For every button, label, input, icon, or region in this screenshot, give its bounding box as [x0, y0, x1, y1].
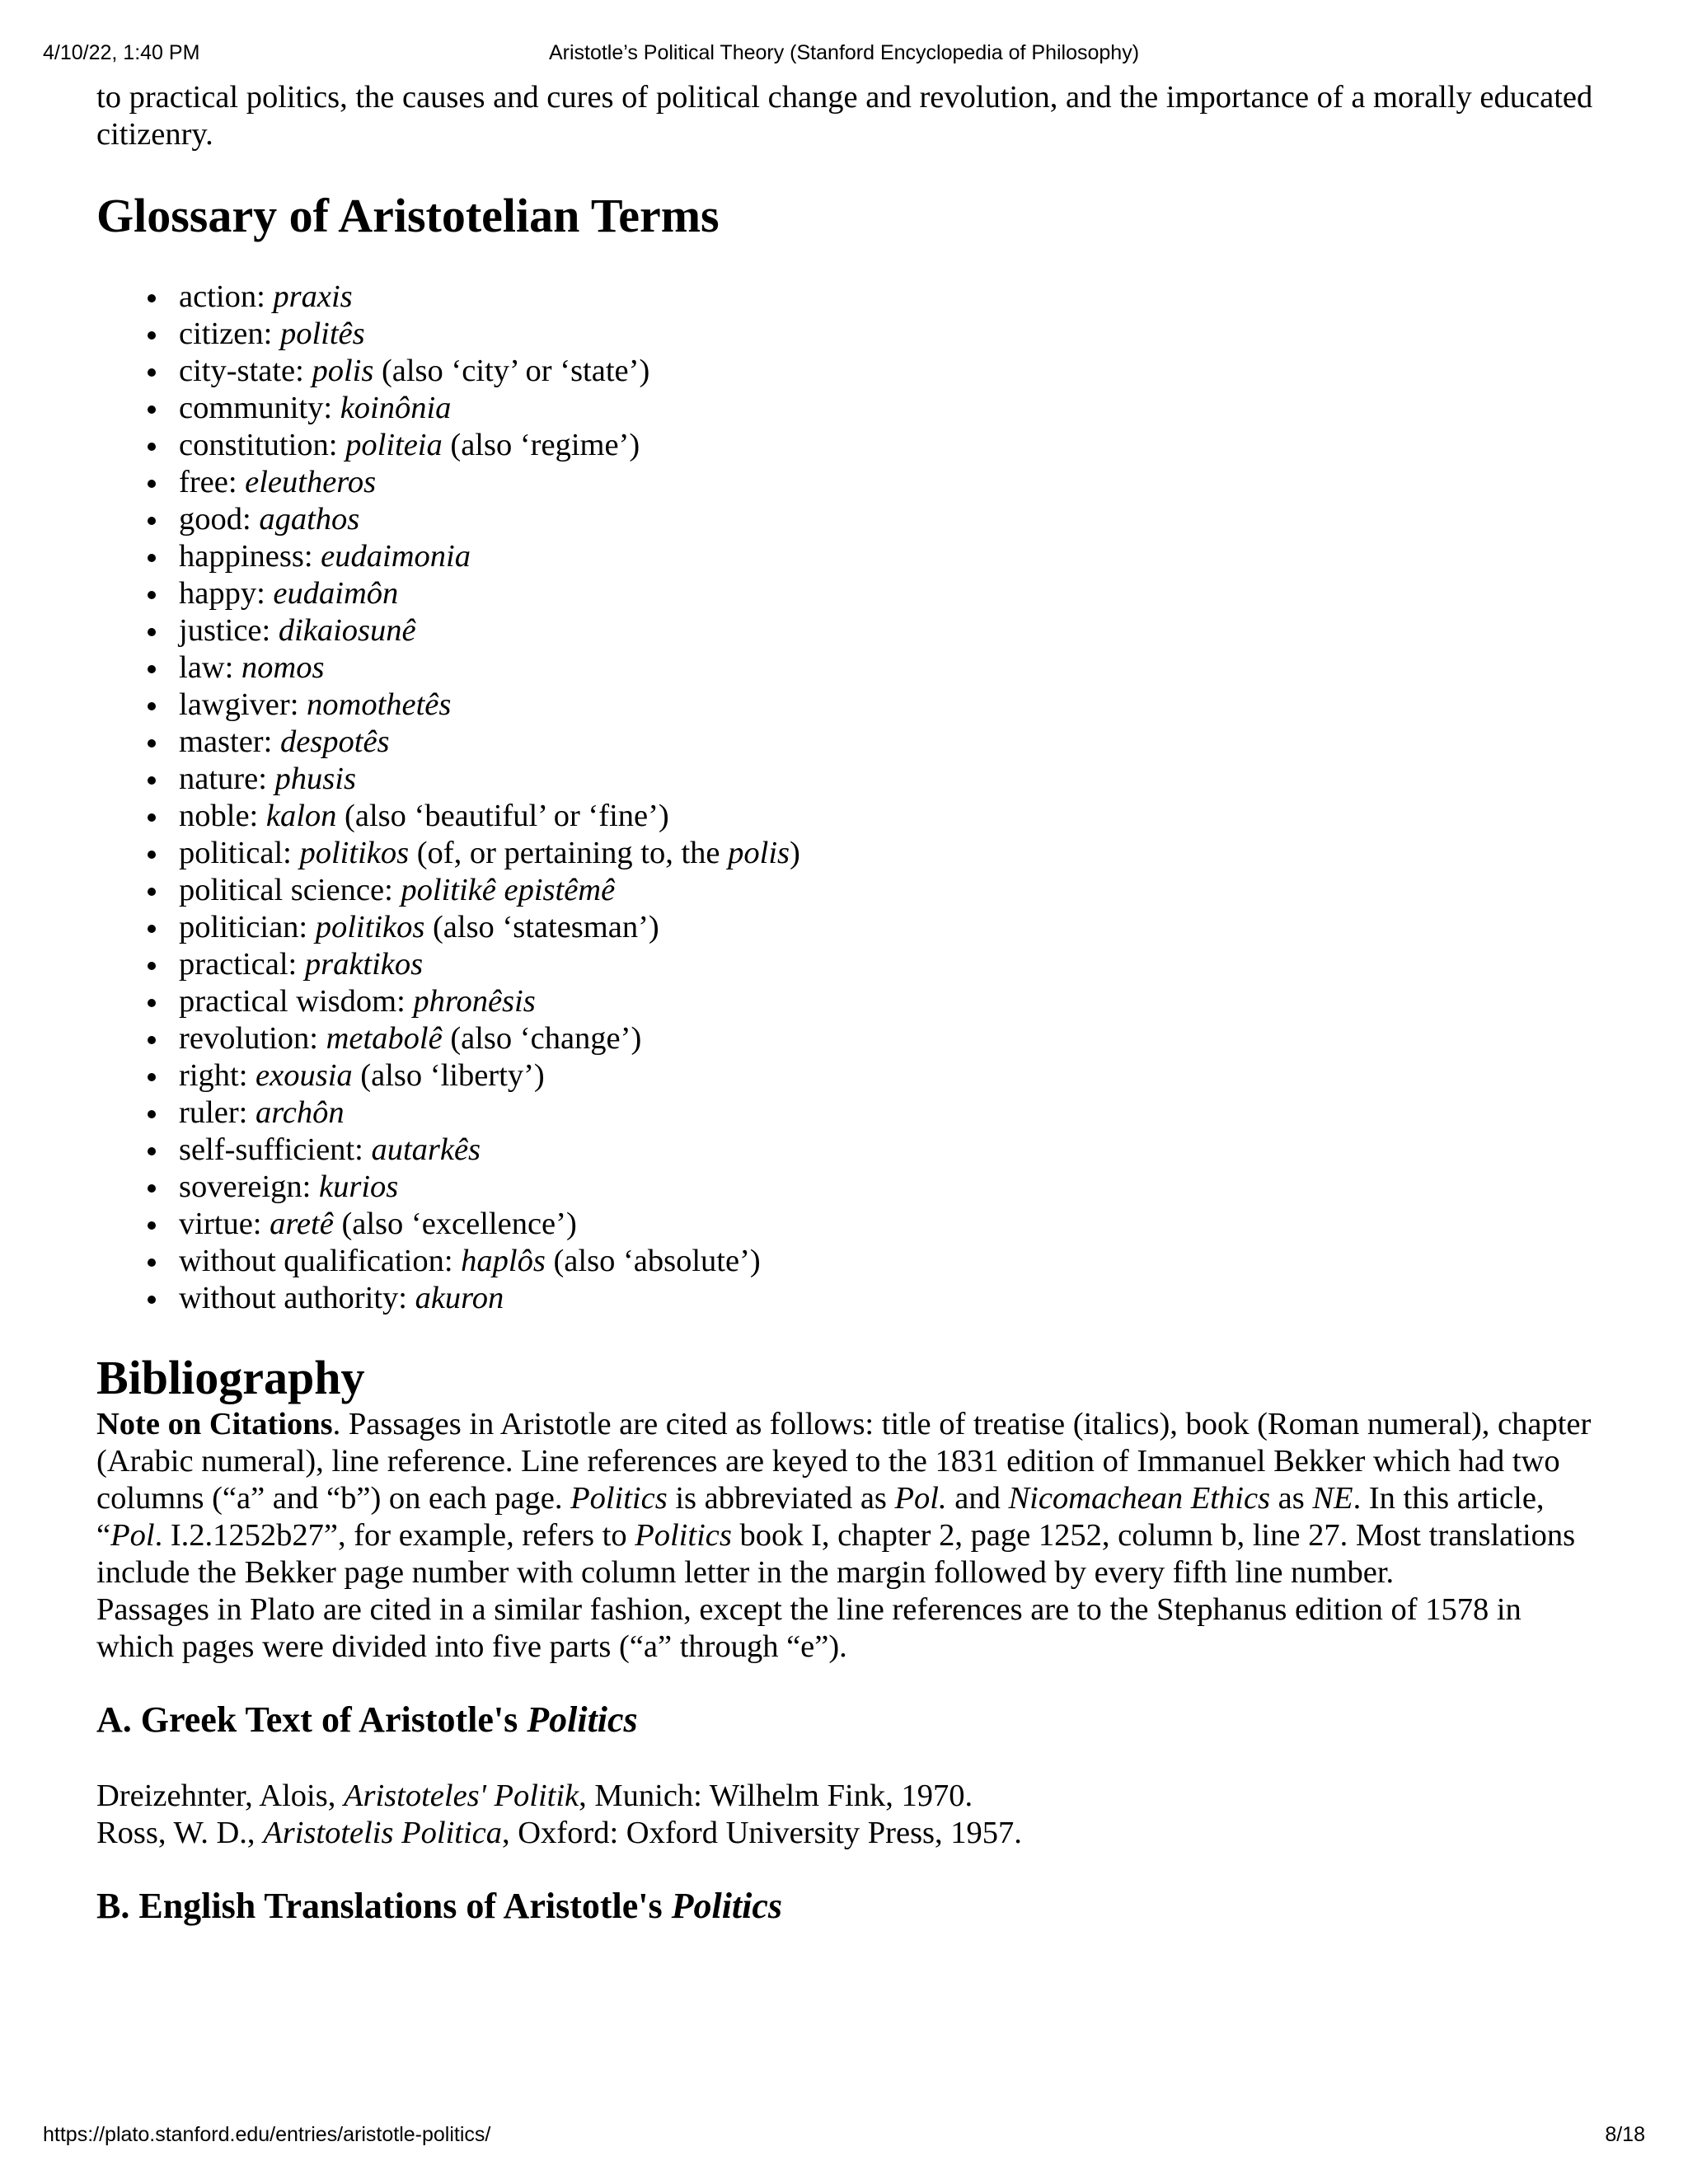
glossary-term: ruler: — [179, 1095, 256, 1130]
glossary-item — [179, 872, 1597, 909]
plato-citation-note: Passages in Plato are cited in a similar fashion, except the line references are to the Stephanus edition of 1578 in which pages were divided into five parts (“a” through “e”). — [96, 1592, 1522, 1664]
glossary-item — [179, 909, 1597, 946]
glossary-greek-term: eudaimôn — [273, 576, 399, 611]
glossary-item — [179, 501, 1597, 538]
glossary-term: political science: — [179, 873, 401, 907]
glossary-term: law: — [179, 650, 241, 685]
glossary-term: noble: — [179, 799, 266, 833]
glossary-term: without qualification: — [179, 1244, 462, 1278]
glossary-term: constitution: — [179, 428, 346, 462]
print-footer — [0, 2123, 1688, 2149]
glossary-greek-term: nomothetês — [307, 687, 452, 722]
glossary-item — [179, 279, 1597, 316]
glossary-term: happiness: — [179, 539, 321, 574]
glossary-greek-term: akuron — [415, 1281, 504, 1315]
glossary-term: community: — [179, 391, 340, 425]
print-header-datetime: 4/10/22, 1:40 PM — [43, 41, 200, 64]
glossary-item — [179, 835, 1597, 872]
glossary-greek-term: nomos — [241, 650, 325, 685]
glossary-greek-term: praktikos — [304, 947, 424, 982]
glossary-item — [179, 1057, 1597, 1094]
glossary-note: (also ‘liberty’) — [352, 1058, 545, 1093]
glossary-greek-term: politês — [279, 316, 365, 351]
glossary-term: happy: — [179, 576, 274, 611]
glossary-greek-term: politikos — [315, 910, 425, 944]
glossary-term: good: — [179, 502, 260, 537]
glossary-term: virtue: — [179, 1207, 270, 1241]
glossary-greek-term: archôn — [256, 1095, 345, 1130]
glossary-item — [179, 1020, 1597, 1057]
section-b-heading: B. English Translations of Aristotle's Politics — [96, 1886, 783, 1926]
glossary-term: practical: — [179, 947, 305, 982]
glossary-term: political: — [179, 836, 300, 870]
glossary-greek-term: polis — [312, 354, 374, 388]
print-footer-url[interactable]: https://plato.stanford.edu/entries/aristotle-politics/ — [43, 2123, 491, 2146]
glossary-greek-term: phusis — [274, 762, 356, 796]
glossary-heading: Glossary of Aristotelian Terms — [96, 189, 720, 242]
glossary-term: practical wisdom: — [179, 984, 414, 1019]
glossary-item — [179, 538, 1597, 575]
glossary-item — [179, 464, 1597, 501]
glossary-greek-term: kurios — [319, 1169, 399, 1204]
glossary-term: justice: — [179, 613, 279, 648]
glossary-list — [96, 279, 1597, 1317]
glossary-greek-term: praxis — [273, 279, 353, 314]
glossary-item — [179, 353, 1597, 390]
citation-note: Note on Citations. Passages in Aristotle are cited as follows: title of treatise (italics), book (Roman numeral), chapter (Arabic numeral), line reference. Line references are keyed to the 1831 edition of Immanuel Bekker which had two columns (“a” and “b”) on each page. Politics is abbreviated as Pol. and Nicomachean Ethics as NE. In this article, “Pol. I.2.1252b27”, for example, refers to Politics book I, chapter 2, page 1252, column b, line 27. Most translations include the Bekker page number with column letter in the margin followed by every fifth line number. — [96, 1407, 1592, 1590]
glossary-item — [179, 983, 1597, 1020]
glossary-note: (also ‘change’) — [442, 1021, 642, 1056]
glossary-item — [179, 1132, 1597, 1169]
glossary-greek-term: koinônia — [340, 391, 452, 425]
glossary-item — [179, 724, 1597, 761]
glossary-term: lawgiver: — [179, 687, 307, 722]
glossary-item — [179, 761, 1597, 798]
glossary-greek-term: autarkês — [371, 1132, 481, 1167]
citation-note-label: Note on Citations — [96, 1407, 333, 1441]
intro-paragraph: to practical politics, the causes and cures of political change and revolution, and the importance of a morally educated citizenry. — [96, 80, 1593, 152]
glossary-greek-term: eudaimonia — [321, 539, 471, 574]
glossary-term: free: — [179, 465, 246, 499]
glossary-greek-term: politikos — [299, 836, 410, 870]
glossary-term: sovereign: — [179, 1169, 319, 1204]
glossary-item — [179, 798, 1597, 835]
glossary-greek-term: politeia — [345, 428, 443, 462]
glossary-note-italic: polis — [728, 836, 790, 870]
glossary-term: city-state: — [179, 354, 312, 388]
glossary-item — [179, 390, 1597, 427]
glossary-term: nature: — [179, 762, 275, 796]
glossary-greek-term: aretê — [270, 1207, 334, 1241]
glossary-term: action: — [179, 279, 274, 314]
glossary-item — [179, 575, 1597, 612]
glossary-note: (also ‘regime’) — [442, 428, 640, 462]
glossary-note: (also ‘city’ or ‘state’) — [373, 354, 650, 388]
glossary-term: citizen: — [179, 316, 280, 351]
glossary-item — [179, 687, 1597, 724]
glossary-greek-term: kalon — [265, 799, 337, 833]
glossary-greek-term: phronêsis — [413, 984, 536, 1019]
glossary-item — [179, 1169, 1597, 1206]
glossary-item — [179, 946, 1597, 983]
glossary-greek-term: eleutheros — [245, 465, 377, 499]
glossary-greek-term: despotês — [279, 724, 390, 759]
glossary-greek-term: agathos — [259, 502, 360, 537]
glossary-item — [179, 1206, 1597, 1243]
print-header — [0, 41, 1688, 68]
glossary-term: revolution: — [179, 1021, 326, 1056]
glossary-greek-term: dikaiosunê — [278, 613, 416, 648]
bibliography-heading: Bibliography — [96, 1351, 365, 1404]
glossary-greek-term: exousia — [256, 1058, 353, 1093]
glossary-item — [179, 612, 1597, 649]
glossary-note: (also ‘absolute’) — [545, 1244, 761, 1278]
glossary-greek-term: haplôs — [461, 1244, 546, 1278]
reference-entry: Ross, W. D., Aristotelis Politica, Oxford: Oxford University Press, 1957. — [96, 1816, 1022, 1850]
print-footer-page: 8/18 — [1605, 2123, 1645, 2146]
glossary-term: without authority: — [179, 1281, 415, 1315]
section-a-references — [96, 1778, 1597, 1852]
glossary-term: self-sufficient: — [179, 1132, 372, 1167]
section-a-heading: A. Greek Text of Aristotle's Politics — [96, 1699, 638, 1740]
glossary-greek-term: politikê epistêmê — [401, 873, 616, 907]
glossary-item — [179, 427, 1597, 464]
article-content — [96, 79, 1597, 1928]
glossary-item — [179, 1094, 1597, 1132]
glossary-term: right: — [179, 1058, 256, 1093]
glossary-note: (also ‘excellence’) — [333, 1207, 577, 1241]
glossary-term: master: — [179, 724, 280, 759]
glossary-note-end: ) — [790, 836, 800, 870]
reference-entry: Dreizehnter, Alois, Aristoteles' Politik, Munich: Wilhelm Fink, 1970. — [96, 1779, 973, 1813]
glossary-greek-term: metabolê — [326, 1021, 443, 1056]
print-header-title: Aristotle’s Political Theory (Stanford Encyclopedia of Philosophy) — [548, 41, 1140, 64]
glossary-note: (also ‘statesman’) — [424, 910, 659, 944]
glossary-item — [179, 1280, 1597, 1317]
glossary-item — [179, 649, 1597, 687]
glossary-item — [179, 1243, 1597, 1280]
glossary-term: politician: — [179, 910, 316, 944]
glossary-note: (also ‘beautiful’ or ‘fine’) — [336, 799, 669, 833]
glossary-item — [179, 316, 1597, 353]
glossary-note: (of, or pertaining to, the — [409, 836, 729, 870]
